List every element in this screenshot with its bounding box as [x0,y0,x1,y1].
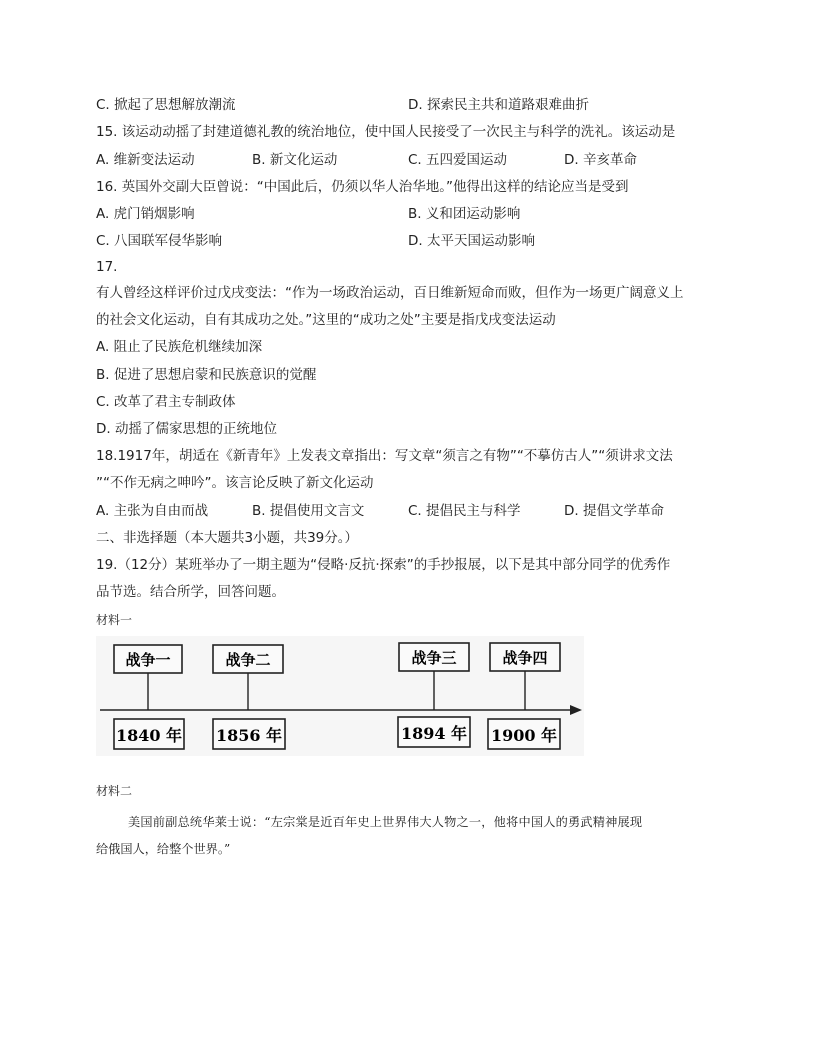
q17-stem-line2: 的社会文化运动，自有其成功之处。”这里的“成功之处”主要是指戊戌变法运动 [96,312,556,328]
timeline-event-1 [114,645,184,749]
q15-option-d: D. 辛亥革命 [564,152,637,168]
q17-option-a: A. 阻止了民族危机继续加深 [96,339,263,355]
timeline-arrow-icon [570,705,582,715]
q18-stem-line1: 18.1917年，胡适在《新青年》上发表文章指出：写文章“须言之有物”“不摹仿古人”“须讲求文法 [96,448,673,464]
q14-option-c: C. 掀起了思想解放潮流 [96,97,236,113]
q17-option-c: C. 改革了君主专制政体 [96,394,236,410]
q16-stem: 16. 英国外交副大臣曾说：“中国此后，仍须以华人治华地。”他得出这样的结论应当是受到 [96,179,629,195]
q16-option-d: D. 太平天国运动影响 [408,233,535,249]
timeline-figure [96,636,584,756]
q19-stem-line2: 品节选。结合所学，回答问题。 [96,584,285,600]
q17-number: 17. [96,259,118,275]
event-name: 战争一 [125,651,171,669]
q17-stem-line1: 有人曾经这样评价过戊戌变法：“作为一场政治运动，百日维新短命而败，但作为一场更广阔意义上 [96,285,684,301]
q15-option-a: A. 维新变法运动 [96,152,195,168]
q17-option-b: B. 促进了思想启蒙和民族意识的觉醒 [96,367,317,383]
q18-option-b: B. 提倡使用文言文 [252,503,365,519]
q15-stem: 15. 该运动动摇了封建道德礼教的统治地位，使中国人民接受了一次民主与科学的洗礼。该运动是 [96,124,676,140]
q18-option-d: D. 提倡文学革命 [564,503,664,519]
event-name: 战争二 [225,651,271,669]
q18-option-c: C. 提倡民主与科学 [408,503,521,519]
q16-option-b: B. 义和团运动影响 [408,206,521,222]
timeline-event-3 [398,643,470,747]
event-year: 1900 年 [490,726,558,745]
timeline-event-4 [488,643,560,749]
material2-label: 材料二 [96,784,133,798]
q16-option-c: C. 八国联军侵华影响 [96,233,223,249]
q15-option-b: B. 新文化运动 [252,152,338,168]
q19-stem-line1: 19.（12分）某班举办了一期主题为“侵略·反抗·探索”的手抄报展，以下是其中部分同学的优秀作 [96,557,671,573]
event-name: 战争三 [411,649,457,667]
q18-stem-line2: ”“不作无病之呻吟”。该言论反映了新文化运动 [96,475,374,491]
q15-option-c: C. 五四爱国运动 [408,152,508,168]
material2-line2: 给俄国人，给整个世界。” [96,842,231,856]
q17-option-d: D. 动摇了儒家思想的正统地位 [96,421,277,437]
q16-option-a: A. 虎门销烟影响 [96,206,195,222]
event-year: 1894 年 [400,724,468,743]
material1-label: 材料一 [96,613,133,627]
timeline-event-2 [213,645,285,749]
section2-heading: 二、非选择题（本大题共3小题，共39分。） [96,530,359,546]
event-year: 1856 年 [215,726,283,745]
material2-line1: 美国前副总统华莱士说：“左宗棠是近百年史上世界伟大人物之一，他将中国人的勇武精神展现 [128,815,643,829]
q18-option-a: A. 主张为自由而战 [96,503,209,519]
event-year: 1840 年 [115,726,183,745]
timeline-svg [96,636,584,756]
event-name: 战争四 [502,649,548,667]
q14-option-d: D. 探索民主共和道路艰难曲折 [408,97,589,113]
